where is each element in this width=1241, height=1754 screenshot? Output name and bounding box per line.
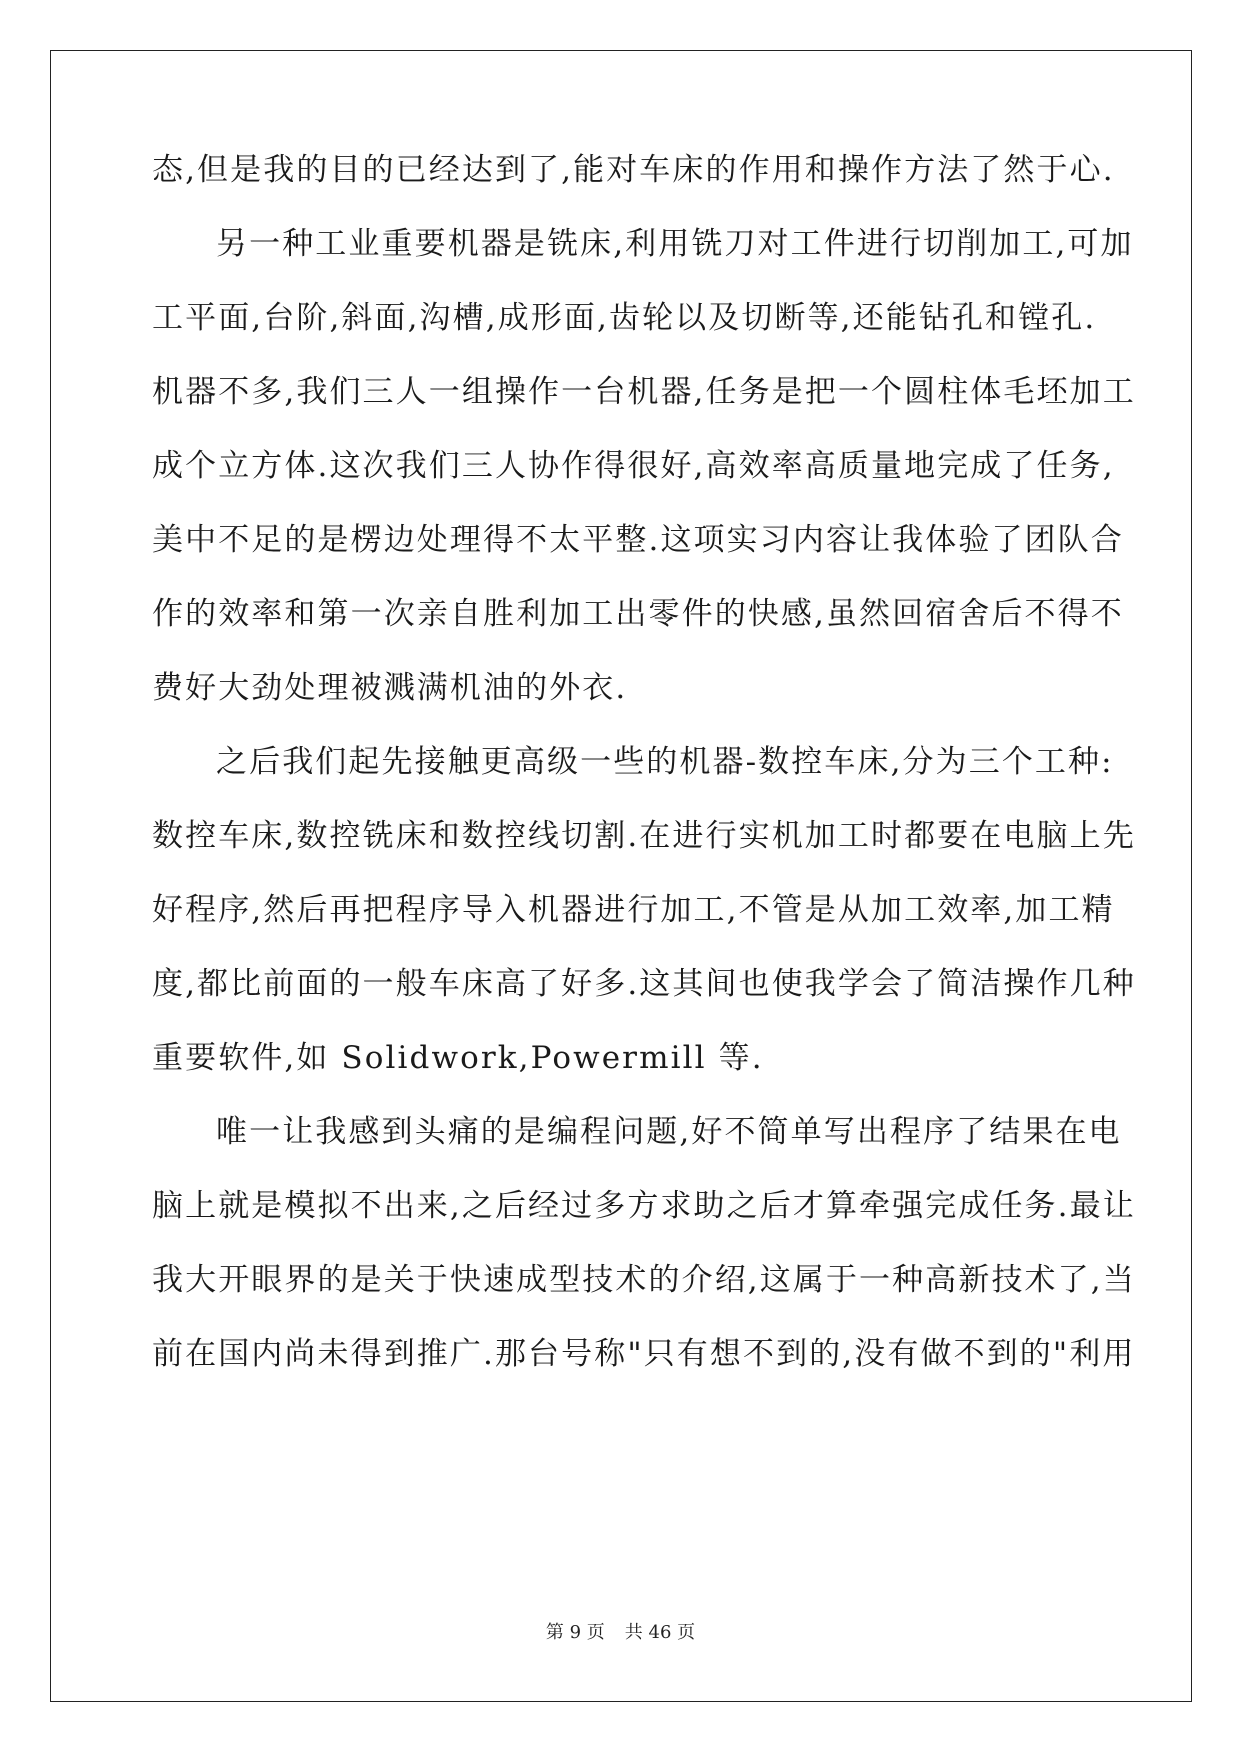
text-line: 脑上就是模拟不出来,之后经过多方求助之后才算牵强完成任务.最让 <box>152 1188 1136 1224</box>
paragraph-first-line: 唯一让我感到头痛的是编程问题,好不简单写出程序了结果在电 <box>216 1114 1122 1150</box>
page-number: 第 9 页 <box>545 1622 605 1643</box>
text-line: 作的效率和第一次亲自胜利加工出零件的快感,虽然回宿舍后不得不 <box>152 596 1124 632</box>
text-line: 度,都比前面的一般车床高了好多.这其间也使我学会了简洁操作几种 <box>152 966 1136 1002</box>
text-line: 重要软件,如 Solidwork,Powermill 等. <box>152 1040 764 1076</box>
text-line: 数控车床,数控铣床和数控线切割.在进行实机加工时都要在电脑上先 <box>152 818 1136 854</box>
text-line: 成个立方体.这次我们三人协作得很好,高效率高质量地完成了任务, <box>152 448 1115 484</box>
text-line: 好程序,然后再把程序导入机器进行加工,不管是从加工效率,加工精 <box>152 892 1115 928</box>
text-line: 我大开眼界的是关于快速成型技术的介绍,这属于一种高新技术了,当 <box>152 1262 1136 1298</box>
text-line: 机器不多,我们三人一组操作一台机器,任务是把一个圆柱体毛坯加工 <box>152 374 1136 410</box>
text-line: 工平面,台阶,斜面,沟槽,成形面,齿轮以及切断等,还能钻孔和镗孔. <box>152 300 1097 336</box>
paragraph-first-line: 之后我们起先接触更高级一些的机器-数控车床,分为三个工种: <box>216 744 1114 780</box>
text-line: 费好大劲处理被溅满机油的外衣. <box>152 670 628 706</box>
page-total: 共 46 页 <box>624 1622 696 1643</box>
text-line: 态,但是我的目的已经达到了,能对车床的作用和操作方法了然于心. <box>152 152 1115 188</box>
page-footer <box>0 1618 1241 1644</box>
text-line: 美中不足的是楞边处理得不太平整.这项实习内容让我体验了团队合 <box>152 522 1124 558</box>
paragraph-first-line: 另一种工业重要机器是铣床,利用铣刀对工件进行切削加工,可加 <box>216 226 1134 262</box>
text-line: 前在国内尚未得到推广.那台号称"只有想不到的,没有做不到的"利用 <box>152 1336 1136 1372</box>
